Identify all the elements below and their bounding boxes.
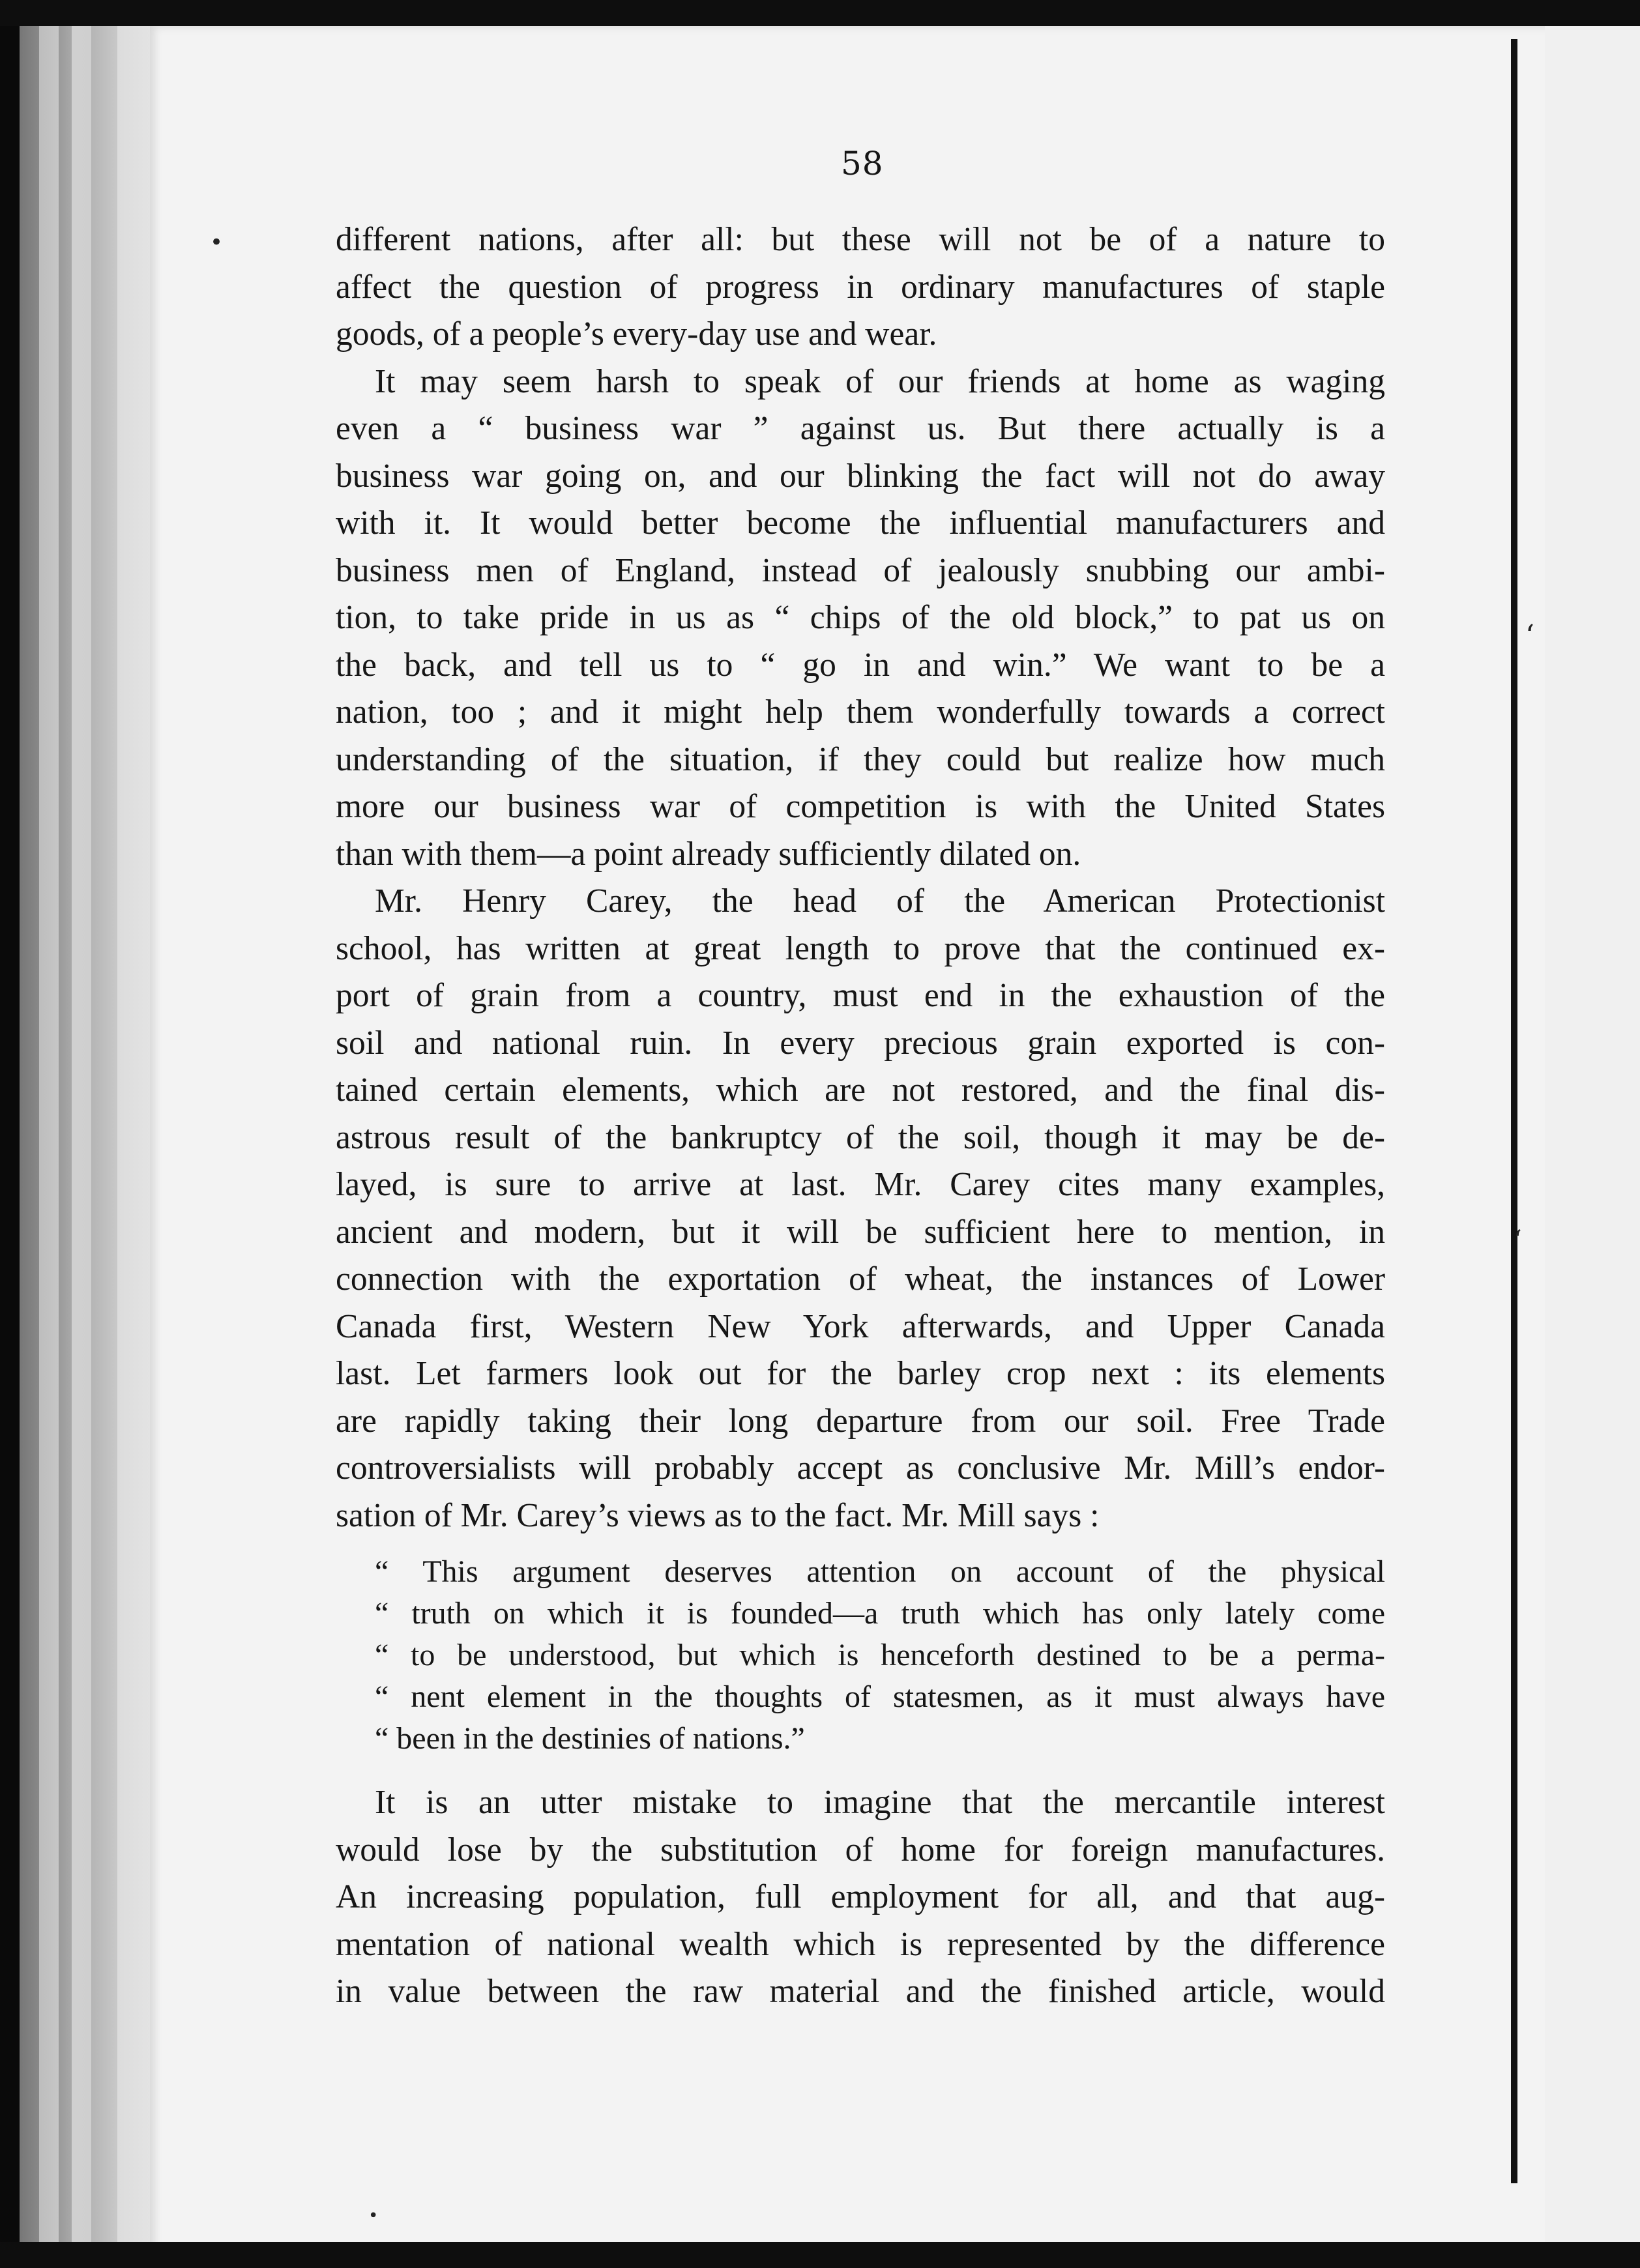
- text-line: ancient and modern, but it will be sufficient here to mention, in: [336, 1213, 1385, 1251]
- text-line: layed, is sure to arrive at last. Mr. Carey cites many examples,: [336, 1166, 1385, 1203]
- text-line: sation of Mr. Carey’s views as to the fact. Mr. Mill says :: [336, 1496, 1100, 1534]
- quote-line: “ to be understood, but which is henceforth destined to be a perma-: [375, 1638, 1385, 1672]
- paragraph-1: [336, 216, 1385, 358]
- text-line: understanding of the situation, if they could but realize how much: [336, 740, 1385, 778]
- text-line: business men of England, instead of jealously snubbing our ambi-: [336, 551, 1385, 589]
- text-line: port of grain from a country, must end in the exhaustion of the: [336, 977, 1385, 1014]
- text-line: connection with the exportation of wheat, the instances of Lower: [336, 1260, 1385, 1298]
- paragraph-4: [336, 1779, 1385, 2016]
- text-line: the back, and tell us to “ go in and win.” We want to be a: [336, 646, 1385, 684]
- paragraph-2: [336, 358, 1385, 879]
- text-line: more our business war of competition is with the United States: [336, 788, 1385, 825]
- text-line: tained certain elements, which are not restored, and the final dis-: [336, 1071, 1385, 1109]
- text-line: business war going on, and our blinking the fact will not do away: [336, 457, 1385, 495]
- text-line: It may seem harsh to speak of our friends at home as waging: [375, 362, 1385, 400]
- text-line: tion, to take pride in us as “ chips of the old block,” to pat us on: [336, 599, 1385, 636]
- text-line: than with them—a point already sufficiently dilated on.: [336, 835, 1081, 873]
- text-line: mentation of national wealth which is represented by the difference: [336, 1925, 1385, 1963]
- block-quote: [336, 1551, 1385, 1760]
- quote-line: “ This argument deserves attention on account of the physical: [375, 1554, 1385, 1589]
- text-line: An increasing population, full employment for all, and that aug-: [336, 1878, 1385, 1915]
- text-line: astrous result of the bankruptcy of the soil, though it may be de-: [336, 1118, 1385, 1156]
- text-line: Canada first, Western New York afterwards, and Upper Canada: [336, 1307, 1385, 1345]
- facing-page-edge: [1545, 0, 1640, 2268]
- page-number: 58: [841, 145, 884, 182]
- text-line: soil and national ruin. In every precious grain exported is con-: [336, 1024, 1385, 1062]
- text-line: are rapidly taking their long departure from our soil. Free Trade: [336, 1402, 1385, 1440]
- text-line: nation, too ; and it might help them wonderfully towards a correct: [336, 693, 1385, 731]
- text-line: school, has written at great length to prove that the continued ex-: [336, 929, 1385, 967]
- text-line: would lose by the substitution of home for foreign manufactures.: [336, 1831, 1385, 1868]
- text-line: Mr. Henry Carey, the head of the American Protectionist: [375, 882, 1385, 920]
- scan-speck: •: [368, 2206, 379, 2226]
- text-line: goods, of a people’s every-day use and wear.: [336, 315, 937, 353]
- text-line: different nations, after all: but these will not be of a nature to: [336, 221, 1385, 258]
- text-line: It is an utter mistake to imagine that the mercantile interest: [375, 1784, 1385, 1821]
- paragraph-3: [336, 878, 1385, 1539]
- scan-speck: ‘: [1525, 619, 1534, 652]
- quote-line: “ truth on which it is founded—a truth which has only lately come: [375, 1596, 1385, 1631]
- scan-speck: ‘: [1514, 1225, 1522, 1255]
- text-line: last. Let farmers look out for the barley crop next : its elements: [336, 1355, 1385, 1392]
- text-line: affect the question of progress in ordinary manufactures of staple: [336, 268, 1385, 306]
- text-line: even a “ business war ” against us. But there actually is a: [336, 410, 1385, 447]
- text-line: controversialists will probably accept as conclusive Mr. Mill’s endor-: [336, 1449, 1385, 1487]
- text-line: with it. It would better become the influential manufacturers and: [336, 504, 1385, 542]
- text-line: in value between the raw material and the finished article, would: [336, 1973, 1385, 2010]
- scan-top-border: [0, 0, 1640, 26]
- quote-line: “ nent element in the thoughts of statesmen, as it must always have: [375, 1679, 1385, 1714]
- page-fold-line: [1511, 39, 1517, 2183]
- scan-bottom-border: [0, 2242, 1640, 2268]
- scan-speck: •: [210, 229, 224, 255]
- quote-line: “ been in the destinies of nations.”: [375, 1721, 805, 1756]
- body-text: [336, 216, 1385, 2016]
